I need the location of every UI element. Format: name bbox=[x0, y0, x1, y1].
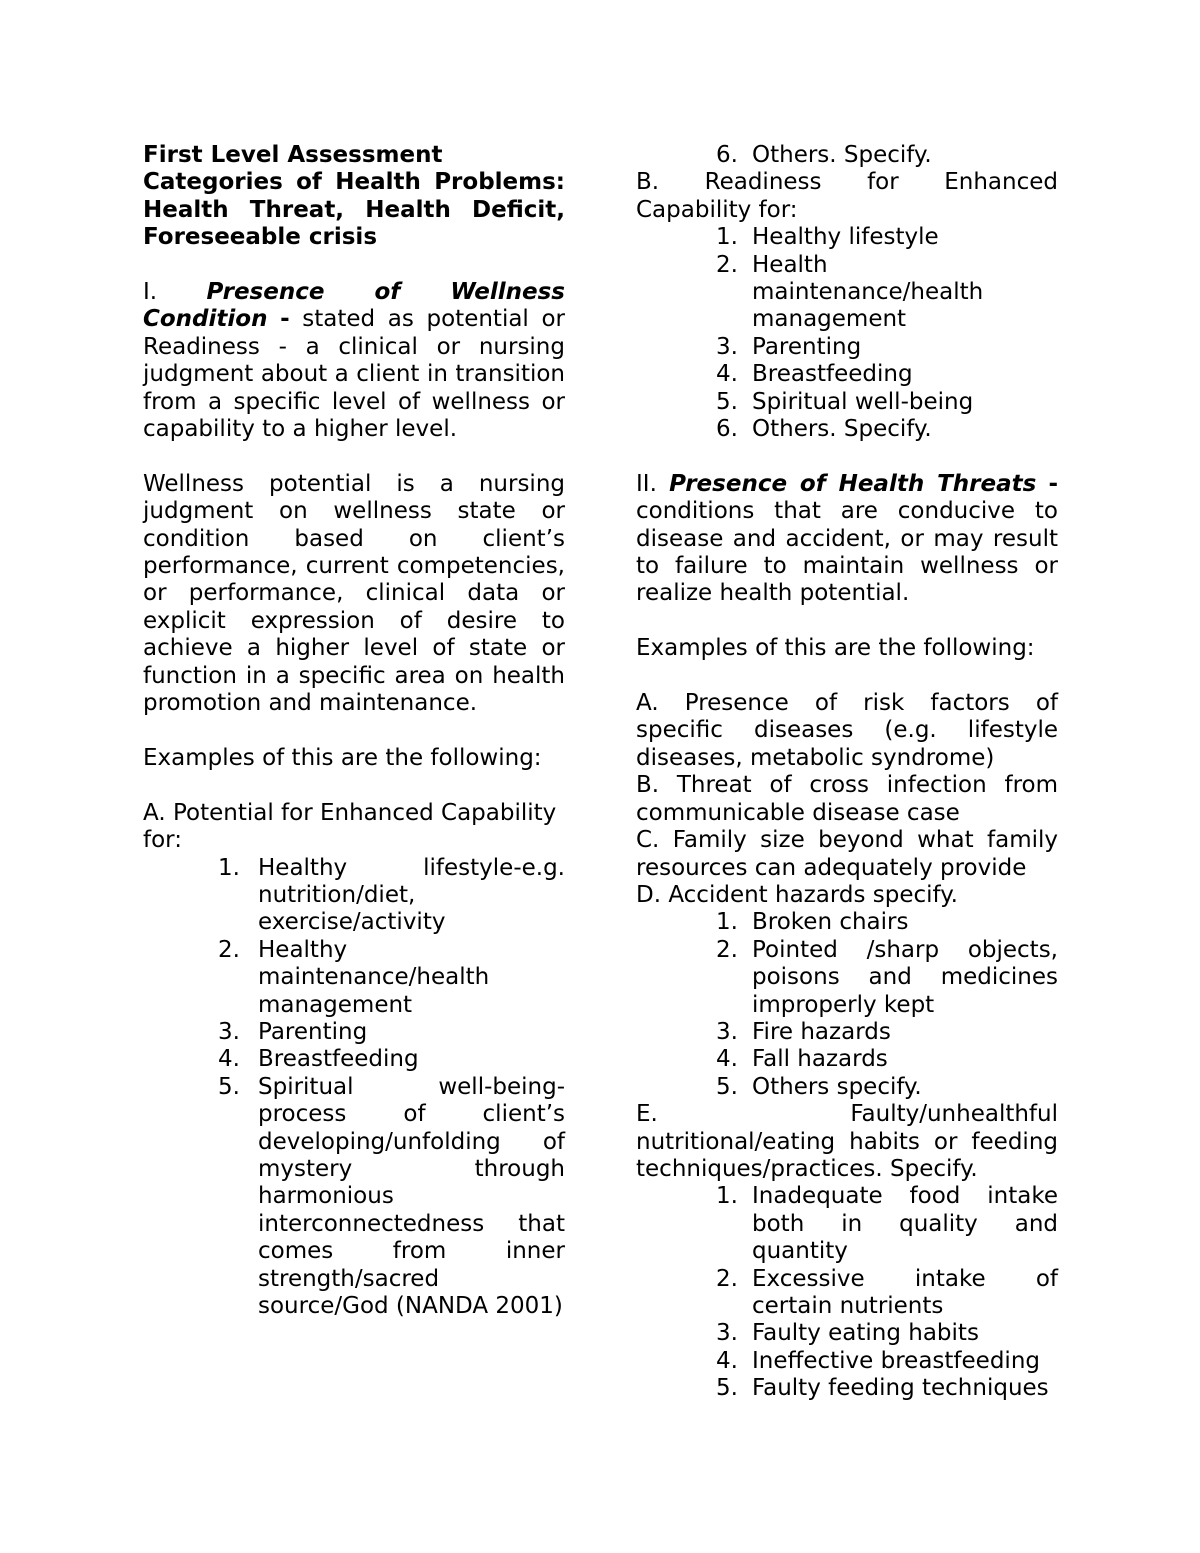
section-1-numeral: I. bbox=[143, 279, 158, 306]
section-1-examples-intro: Examples of this are the following: bbox=[143, 744, 542, 771]
threat-item-c: C. Family size beyond what family resources can adequately provide bbox=[636, 827, 1058, 881]
list-item: 5. Faulty feeding techniques bbox=[716, 1375, 1049, 1402]
threat-item-e-label: E. Faulty/unhealthful nutritional/eating habits or feeding techniques/practices. Specify. bbox=[636, 1101, 1058, 1182]
section-1-intro bbox=[143, 279, 565, 443]
list-item: 1. Inadequate food intake both in quality and quantity bbox=[716, 1183, 1058, 1265]
title-line-2: Categories of Health Problems: Health Threat, Health Deficit, Foreseeable crisis bbox=[143, 169, 565, 251]
right-column bbox=[636, 142, 1058, 1403]
section-1-definition: stated as potential or Readiness - a clinical or nursing judgment about a client in transition from a specific level of wellness or capability to a higher level. bbox=[143, 306, 565, 443]
list-item: 1. Healthy lifestyle bbox=[716, 224, 939, 251]
section-1-heading: Presence of Wellness Condition bbox=[143, 279, 565, 333]
list-item: 3. Faulty eating habits bbox=[716, 1320, 979, 1347]
list-item: 3. Fire hazards bbox=[716, 1018, 891, 1045]
list-item: 4. Ineffective breastfeeding bbox=[716, 1347, 1040, 1374]
threat-item-a: A. Presence of risk factors of specific diseases (e.g. lifestyle diseases, metabolic syndrome) bbox=[636, 690, 1058, 771]
list-item: 2. Healthy maintenance/health management bbox=[218, 936, 490, 1018]
wellness-potential-paragraph: Wellness potential is a nursing judgment on wellness state or condition based on client’s performance, current competencies, or performance, clinical data or explicit expression of desire to achieve a higher level of state or function in a specific area on health promotion and maintenance. bbox=[143, 470, 565, 717]
section-2-definition: conditions that are conducive to disease and accident, or may result to failure to maintain wellness or realize health potential. bbox=[636, 498, 1058, 607]
list-item: 4. Breastfeeding bbox=[716, 361, 913, 388]
document-title bbox=[143, 142, 565, 252]
list-item: 4. Breastfeeding bbox=[218, 1046, 419, 1073]
threat-item-d-label: D. Accident hazards specify. bbox=[636, 881, 958, 908]
list-item: 6. Others. Specify. bbox=[716, 142, 932, 168]
section-2-examples-intro: Examples of this are the following: bbox=[636, 635, 1035, 662]
section-2-heading: Presence of Health Threats bbox=[669, 470, 1037, 497]
list-item: 5. Spiritual well-being-process of client’s developing/unfolding of mystery through harmonious interconnectedness that comes from inner strength/sacred source/God (NANDA 2001) bbox=[218, 1073, 565, 1319]
left-column bbox=[143, 142, 565, 1320]
list-item: 3. Parenting bbox=[716, 333, 862, 360]
threat-e-list bbox=[636, 1183, 1058, 1402]
group-b-label: B. Readiness for Enhanced Capability for: bbox=[636, 169, 1058, 223]
group-a-label: A. Potential for Enhanced Capability for: bbox=[143, 799, 557, 854]
title-line-1: First Level Assessment bbox=[143, 142, 443, 168]
section-2-dash: - bbox=[1048, 470, 1058, 497]
section-2-numeral: II. bbox=[636, 470, 657, 497]
list-item: 2. Pointed /sharp objects, poisons and medicines improperly kept bbox=[716, 936, 1058, 1018]
list-item: 5. Others specify. bbox=[716, 1073, 922, 1100]
list-item: 6. Others. Specify. bbox=[716, 416, 932, 443]
list-item: 4. Fall hazards bbox=[716, 1046, 888, 1073]
list-item: 2. Excessive intake of certain nutrients bbox=[716, 1265, 1058, 1320]
section-1-dash: - bbox=[280, 306, 290, 333]
list-item: 3. Parenting bbox=[218, 1018, 368, 1045]
section-2-intro bbox=[636, 471, 1058, 608]
list-item: 5. Spiritual well-being bbox=[716, 388, 974, 415]
group-a-list bbox=[143, 855, 565, 1321]
group-b-list bbox=[636, 224, 1058, 443]
list-item: 1. Broken chairs bbox=[716, 909, 909, 936]
threat-d-list bbox=[636, 909, 1058, 1101]
list-item: 1. Healthy lifestyle-e.g. nutrition/diet, exercise/activity bbox=[218, 854, 565, 936]
list-item: 2. Health maintenance/health management bbox=[716, 251, 984, 333]
threat-item-b: B. Threat of cross infection from communicable disease case bbox=[636, 772, 1058, 826]
